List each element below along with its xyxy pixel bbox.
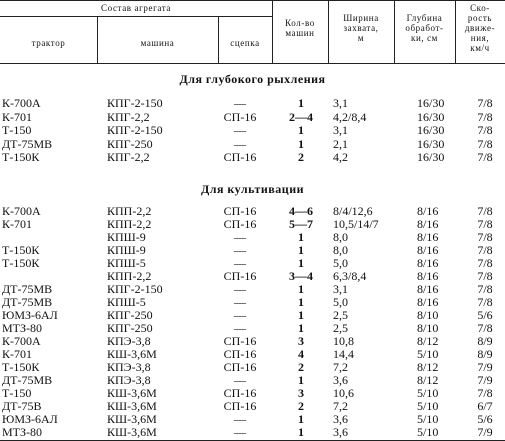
width-cell: 10,8 bbox=[333, 334, 354, 348]
speed-cell: 7/9 bbox=[477, 373, 493, 387]
speed-cell: 5/6 bbox=[477, 308, 493, 322]
hitch-cell: СП-16 bbox=[223, 386, 257, 400]
width-cell: 7,2 bbox=[333, 399, 348, 413]
machine-cell: КПЭ-3,8 bbox=[107, 373, 151, 387]
count-cell: 1 bbox=[298, 425, 304, 439]
tractor-cell: К-700А bbox=[2, 334, 41, 348]
count-cell: 1 bbox=[298, 96, 304, 110]
header-width: Ширина захвата, м bbox=[343, 13, 379, 43]
hitch-cell: СП-16 bbox=[223, 334, 257, 348]
table-row bbox=[0, 138, 505, 151]
count-cell: 1 bbox=[298, 412, 304, 426]
depth-cell: 16/30 bbox=[417, 150, 445, 165]
table-row bbox=[0, 97, 505, 110]
machine-cell: КПШ-9 bbox=[107, 243, 146, 257]
count-cell: 1 bbox=[298, 321, 304, 335]
hitch-cell: — bbox=[234, 412, 246, 426]
table-row bbox=[0, 124, 505, 137]
width-cell: 2,1 bbox=[333, 136, 348, 151]
hitch-cell: — bbox=[234, 230, 246, 244]
width-cell: 3,6 bbox=[333, 425, 348, 439]
hitch-cell: СП-16 bbox=[223, 269, 257, 283]
depth-cell: 8/16 bbox=[417, 282, 439, 296]
count-cell: 2 bbox=[298, 399, 304, 413]
speed-cell: 8/9 bbox=[477, 334, 493, 348]
depth-cell: 8/10 bbox=[417, 321, 439, 335]
depth-cell: 8/16 bbox=[417, 295, 439, 309]
section-title: Для глубокого рыхления bbox=[179, 72, 326, 86]
machine-cell: КПП-2,2 bbox=[107, 217, 152, 231]
depth-cell: 5/10 bbox=[417, 347, 439, 361]
count-cell: 1 bbox=[298, 282, 304, 296]
depth-cell: 8/12 bbox=[417, 334, 439, 348]
speed-cell: 7/8 bbox=[477, 150, 493, 165]
depth-cell: 8/16 bbox=[417, 230, 439, 244]
machine-cell: КПГ-250 bbox=[107, 321, 153, 335]
tractor-cell: ДТ-75МВ bbox=[2, 295, 53, 309]
count-cell: 1 bbox=[298, 256, 304, 270]
speed-cell: 7/8 bbox=[477, 217, 493, 231]
hitch-cell: — bbox=[234, 295, 246, 309]
hitch-cell: — bbox=[234, 308, 246, 322]
speed-cell: 7/8 bbox=[477, 204, 493, 218]
hitch-cell: — bbox=[234, 282, 246, 296]
depth-cell: 8/12 bbox=[417, 360, 439, 374]
machine-cell: КПП-2,2 bbox=[107, 204, 152, 218]
machine-cell: КПГ-2,2 bbox=[107, 150, 150, 165]
width-cell: 3,1 bbox=[333, 282, 348, 296]
width-cell: 2,5 bbox=[333, 308, 348, 322]
machine-cell: КПШ-9 bbox=[107, 230, 146, 244]
speed-cell: 7/8 bbox=[477, 136, 493, 151]
machine-cell: КПГ-2,2 bbox=[107, 109, 150, 124]
speed-cell: 7/8 bbox=[477, 282, 493, 296]
machine-cell: КШ-3,6М bbox=[107, 399, 157, 413]
count-cell: 1 bbox=[298, 373, 304, 387]
depth-cell: 8/16 bbox=[417, 204, 439, 218]
header-top-rule bbox=[0, 0, 505, 1]
depth-cell: 16/30 bbox=[417, 123, 445, 138]
tractor-cell: ДТ-75МВ bbox=[2, 136, 53, 151]
speed-cell: 7/8 bbox=[477, 321, 493, 335]
tractor-cell: К-701 bbox=[2, 217, 32, 231]
machine-cell: КПЭ-3,8 bbox=[107, 334, 151, 348]
width-cell: 3,1 bbox=[333, 123, 348, 138]
machine-cell: КПШ-5 bbox=[107, 256, 146, 270]
speed-cell: 7/8 bbox=[477, 386, 493, 400]
speed-cell: 7/8 bbox=[477, 256, 493, 270]
hitch-cell: СП-16 bbox=[223, 150, 257, 165]
hitch-cell: — bbox=[234, 136, 246, 151]
header-speed: Ско- рость движе- ния, км/ч bbox=[464, 3, 496, 53]
depth-cell: 16/30 bbox=[417, 109, 445, 124]
table-row bbox=[0, 151, 505, 164]
header-count: Кол-во машин bbox=[285, 18, 315, 38]
header-depth: Глубина обработ- ки, см bbox=[405, 13, 444, 43]
count-cell: 3 bbox=[298, 334, 304, 348]
machine-cell: КПШ-5 bbox=[107, 295, 146, 309]
speed-cell: 7/8 bbox=[477, 243, 493, 257]
hitch-cell: — bbox=[234, 96, 246, 110]
depth-cell: 16/30 bbox=[417, 136, 445, 151]
depth-cell: 8/16 bbox=[417, 256, 439, 270]
width-cell: 5,0 bbox=[333, 295, 348, 309]
hitch-cell: — bbox=[234, 321, 246, 335]
hitch-cell: — bbox=[234, 256, 246, 270]
depth-cell: 8/16 bbox=[417, 269, 439, 283]
count-cell: 1 bbox=[298, 308, 304, 322]
speed-cell: 8/9 bbox=[477, 347, 493, 361]
header-machine: машина bbox=[140, 38, 175, 48]
width-cell: 4,2 bbox=[333, 150, 348, 165]
machine-cell: КПГ-2-150 bbox=[107, 96, 163, 110]
speed-cell: 7/9 bbox=[477, 425, 493, 439]
count-cell: 2 bbox=[298, 150, 304, 165]
width-cell: 14,4 bbox=[333, 347, 354, 361]
tractor-cell: Т-150К bbox=[2, 150, 40, 165]
machine-cell: КШ-3,6М bbox=[107, 425, 157, 439]
count-cell: 3 bbox=[298, 386, 304, 400]
hitch-cell: — bbox=[234, 373, 246, 387]
tractor-cell: ЮМЗ-6АЛ bbox=[2, 308, 58, 322]
hitch-cell: СП-16 bbox=[223, 217, 257, 231]
hitch-cell: СП-16 bbox=[223, 109, 257, 124]
width-cell: 2,5 bbox=[333, 321, 348, 335]
hitch-cell: СП-16 bbox=[223, 347, 257, 361]
hitch-cell: — bbox=[234, 425, 246, 439]
tractor-cell: МТЗ-80 bbox=[2, 321, 43, 335]
count-cell: 2 bbox=[298, 360, 304, 374]
count-cell: 2—4 bbox=[289, 109, 313, 124]
table-row bbox=[0, 111, 505, 124]
width-cell: 5,0 bbox=[333, 256, 348, 270]
count-cell: 3—4 bbox=[289, 269, 313, 283]
count-cell: 1 bbox=[298, 295, 304, 309]
header-bottom-rule bbox=[0, 63, 505, 64]
tractor-cell: К-701 bbox=[2, 109, 32, 124]
speed-cell: 5/6 bbox=[477, 412, 493, 426]
width-cell: 8,0 bbox=[333, 243, 348, 257]
tractor-cell: К-700А bbox=[2, 204, 41, 218]
speed-cell: 7/8 bbox=[477, 269, 493, 283]
machine-cell: КШ-3,6М bbox=[107, 386, 157, 400]
header-tractor: трактор bbox=[31, 38, 66, 48]
count-cell: 1 bbox=[298, 230, 304, 244]
count-cell: 1 bbox=[298, 243, 304, 257]
tractor-cell: ЮМЗ-6АЛ bbox=[2, 412, 58, 426]
header-group-label: Состав агрегата bbox=[101, 3, 171, 13]
width-cell: 3,6 bbox=[333, 412, 348, 426]
tractor-cell: ДТ-75МВ bbox=[2, 373, 53, 387]
header-hitch: сцепка bbox=[230, 38, 260, 48]
speed-cell: 7/8 bbox=[477, 96, 493, 110]
tractor-cell: К-700А bbox=[2, 96, 41, 110]
tractor-cell: ДТ-75В bbox=[2, 399, 42, 413]
depth-cell: 8/16 bbox=[417, 217, 439, 231]
speed-cell: 7/9 bbox=[477, 360, 493, 374]
machine-cell: КПГ-250 bbox=[107, 136, 153, 151]
speed-cell: 7/8 bbox=[477, 109, 493, 124]
speed-cell: 7/8 bbox=[477, 295, 493, 309]
width-cell: 3,6 bbox=[333, 373, 348, 387]
width-cell: 4,2/8,4 bbox=[333, 109, 367, 124]
hitch-cell: СП-16 bbox=[223, 360, 257, 374]
tractor-cell: Т-150 bbox=[2, 123, 32, 138]
depth-cell: 5/10 bbox=[417, 386, 439, 400]
depth-cell: 8/10 bbox=[417, 308, 439, 322]
hitch-cell: СП-16 bbox=[223, 399, 257, 413]
count-cell: 4—6 bbox=[289, 204, 313, 218]
machine-cell: КПГ-2-150 bbox=[107, 123, 163, 138]
width-cell: 10,5/14/7 bbox=[333, 217, 379, 231]
width-cell: 7,2 bbox=[333, 360, 348, 374]
tractor-cell: К-701 bbox=[2, 347, 32, 361]
depth-cell: 16/30 bbox=[417, 96, 445, 110]
count-cell: 1 bbox=[298, 136, 304, 151]
machine-cell: КШ-3,6М bbox=[107, 412, 157, 426]
tractor-cell: Т-150К bbox=[2, 256, 40, 270]
tractor-cell: Т-150 bbox=[2, 386, 32, 400]
depth-cell: 5/10 bbox=[417, 399, 439, 413]
speed-cell: 6/7 bbox=[477, 399, 493, 413]
machine-cell: КШ-3,6М bbox=[107, 347, 157, 361]
tractor-cell: ДТ-75МВ bbox=[2, 282, 53, 296]
hitch-cell: — bbox=[234, 123, 246, 138]
hitch-cell: СП-16 bbox=[223, 204, 257, 218]
width-cell: 8,0 bbox=[333, 230, 348, 244]
machine-cell: КПГ-2-150 bbox=[107, 282, 163, 296]
speed-cell: 7/8 bbox=[477, 230, 493, 244]
depth-cell: 5/10 bbox=[417, 412, 439, 426]
width-cell: 3,1 bbox=[333, 96, 348, 110]
group-underline bbox=[0, 16, 272, 17]
width-cell: 8/4/12,6 bbox=[333, 204, 373, 218]
machine-cell: КПП-2,2 bbox=[107, 269, 152, 283]
count-cell: 4 bbox=[298, 347, 304, 361]
width-cell: 6,3/8,4 bbox=[333, 269, 367, 283]
count-cell: 5—7 bbox=[289, 217, 313, 231]
depth-cell: 8/12 bbox=[417, 373, 439, 387]
depth-cell: 5/10 bbox=[417, 425, 439, 439]
speed-cell: 7/8 bbox=[477, 123, 493, 138]
tractor-cell: Т-150К bbox=[2, 243, 40, 257]
table-row bbox=[0, 426, 505, 439]
hitch-cell: — bbox=[234, 243, 246, 257]
machine-cell: КПГ-250 bbox=[107, 308, 153, 322]
section-title: Для культивации bbox=[200, 182, 305, 196]
depth-cell: 8/16 bbox=[417, 243, 439, 257]
width-cell: 10,6 bbox=[333, 386, 354, 400]
tractor-cell: МТЗ-80 bbox=[2, 425, 43, 439]
tractor-cell: Т-150К bbox=[2, 360, 40, 374]
count-cell: 1 bbox=[298, 123, 304, 138]
machine-cell: КПЭ-3,8 bbox=[107, 360, 151, 374]
